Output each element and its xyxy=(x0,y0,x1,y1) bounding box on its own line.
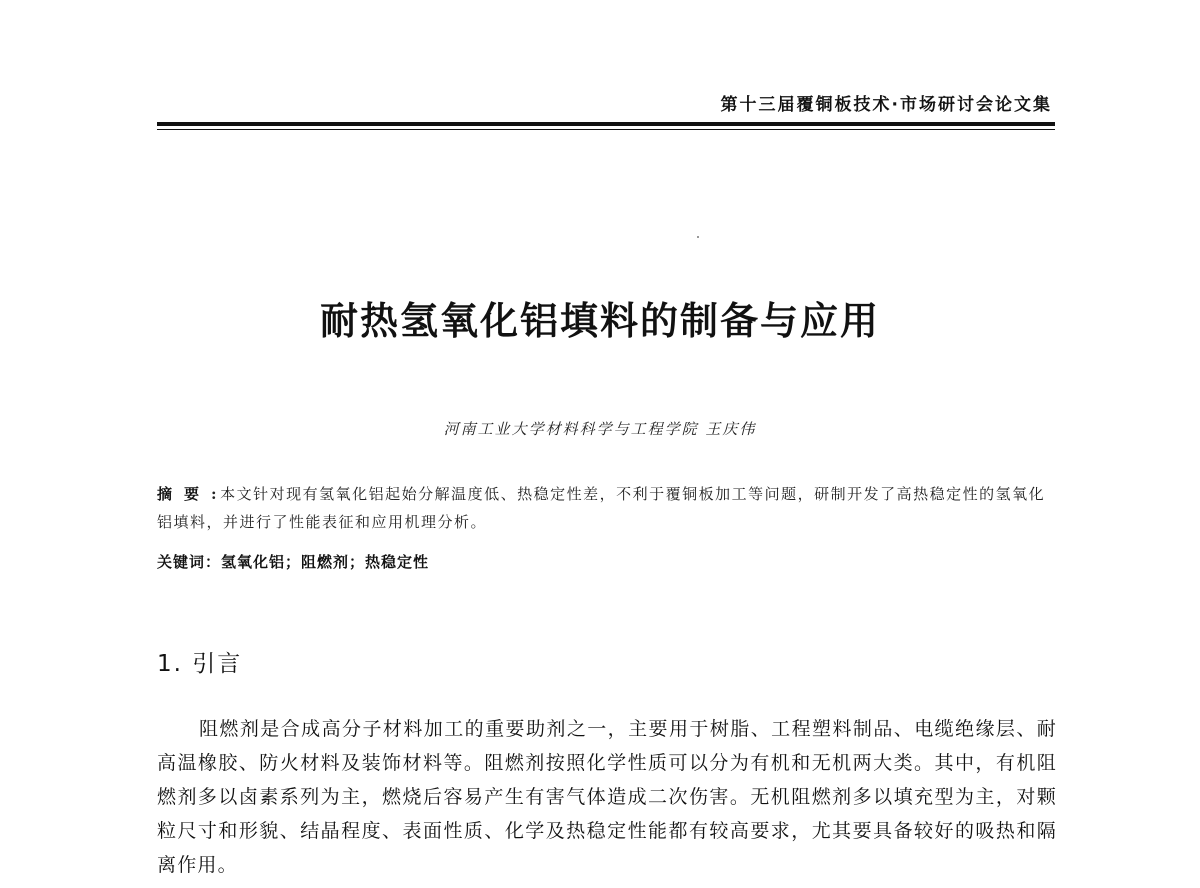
abstract-label: 摘要 xyxy=(157,485,212,503)
abstract-text: 本文针对现有氢氧化铝起始分解温度低、热稳定性差，不利于覆铜板加工等问题，研制开发了高热稳定性的氢氧化铝填料，并进行了性能表征和应用机理分析。 xyxy=(157,485,1046,531)
abstract-colon: : xyxy=(211,485,219,503)
paper-title: 耐热氢氧化铝填料的制备与应用 xyxy=(319,299,880,343)
journal-title: 第十三届覆铜板技术·市场研讨会论文集 xyxy=(720,95,1052,115)
header-rule-thin xyxy=(157,129,1055,130)
header-rule-thick xyxy=(157,122,1055,126)
abstract xyxy=(157,480,1057,536)
scan-speck xyxy=(697,236,699,238)
section-heading-introduction: 1. 引言 xyxy=(157,651,243,677)
author-affiliation: 河南工业大学材料科学与工程学院 王庆伟 xyxy=(443,420,757,438)
introduction-paragraph: 阻燃剂是合成高分子材料加工的重要助剂之一，主要用于树脂、工程塑料制品、电缆绝缘层、耐高温橡胶、防火材料及装饰材料等。阻燃剂按照化学性质可以分为有机和无机两大类。其中，有机阻燃剂多以卤素系列为主，燃烧后容易产生有害气体造成二次伤害。无机阻燃剂多以填充型为主，对颗粒尺寸和形貌、结晶程度、表面性质、化学及热稳定性能都有较高要求，尤其要具备较好的吸热和隔离作用。 xyxy=(157,718,1057,876)
keywords: 关键词：氢氧化铝；阻燃剂；热稳定性 xyxy=(157,553,430,571)
